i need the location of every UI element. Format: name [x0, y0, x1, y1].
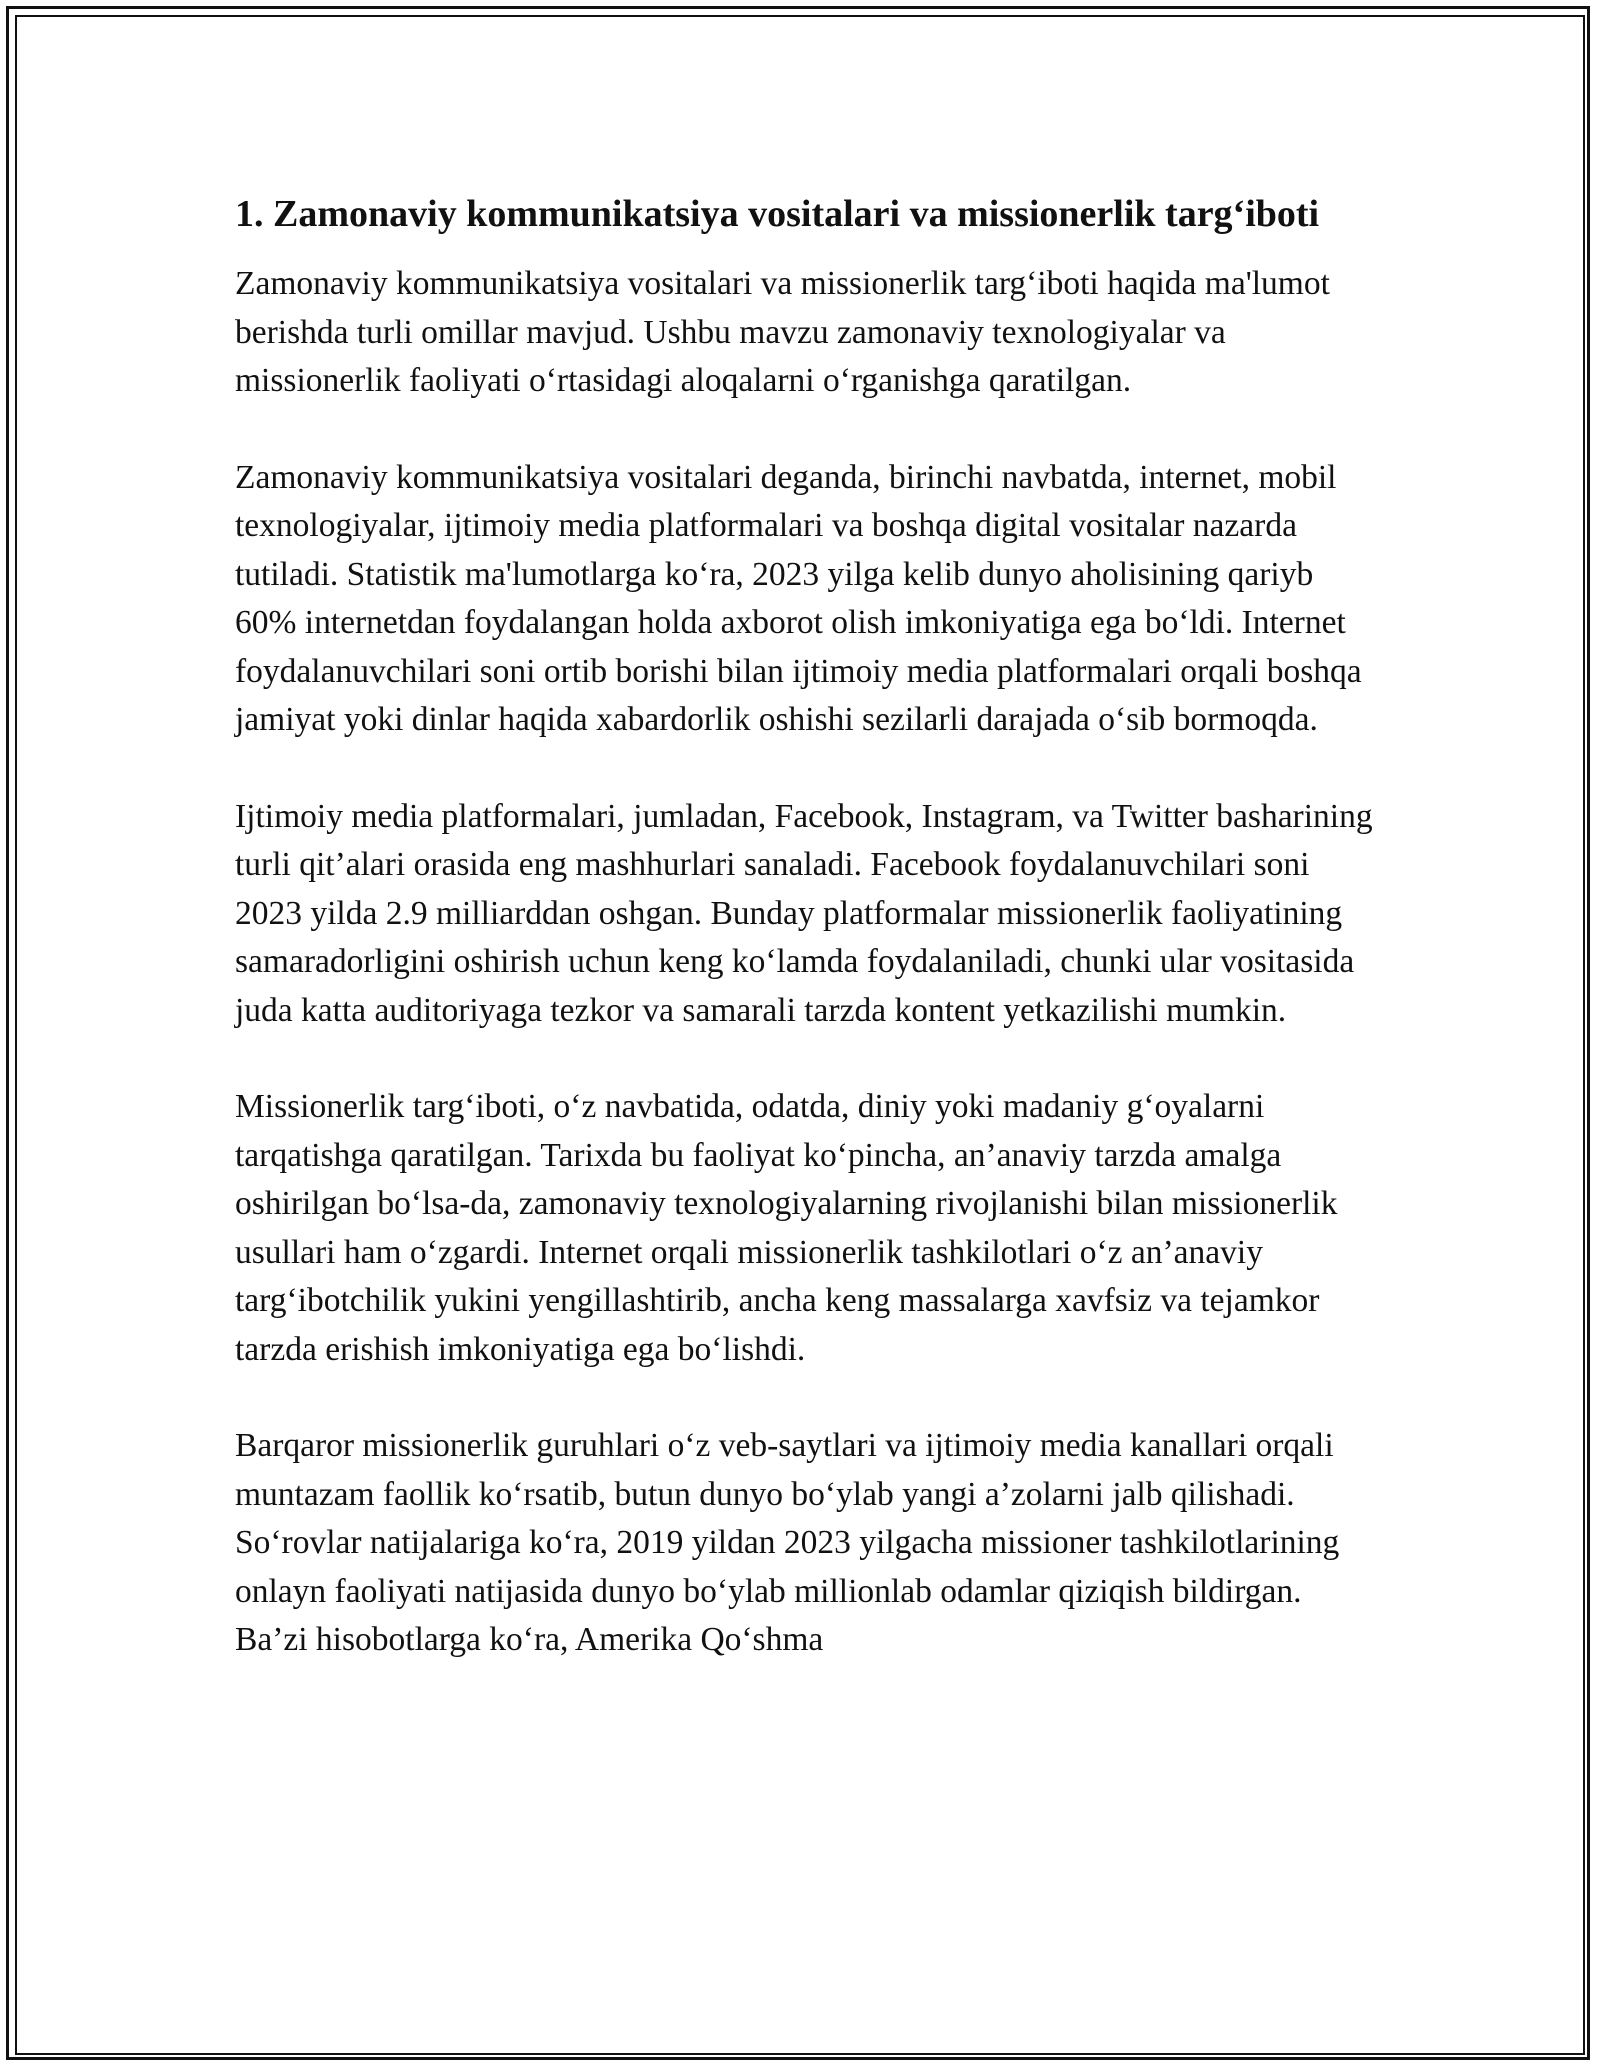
document-body [235, 186, 1375, 1713]
paragraph-intro: Zamonaviy kommunikatsiya vositalari va missionerlik targ‘iboti haqida ma'lumot berishda turli omillar mavjud. Ushbu mavzu zamonaviy texnologiyalar va missionerlik faoliyati o‘rtasidagi aloqalarni o‘rganishga qaratilgan. [235, 265, 1330, 399]
section-heading: 1. Zamonaviy kommunikatsiya vositalari va missionerlik targ‘iboti [235, 193, 1320, 235]
paragraph-communication-tools: Zamonaviy kommunikatsiya vositalari deganda, birinchi navbatda, internet, mobil texnologiyalar, ijtimoiy media platformalari va boshqa digital vositalar nazarda tutiladi. Statistik ma'lumotlarga ko‘ra, 2023 yilga kelib dunyo aholisining qariyb 60% internetdan foydalangan holda axborot olish imkoniyatiga ega bo‘ldi. Internet foydalanuvchilari soni ortib borishi bilan ijtimoiy media platformalari orqali boshqa jamiyat yoki dinlar haqida xabardorlik oshishi sezilarli darajada o‘sib bormoqda. [235, 458, 1362, 738]
paragraph-missionary-groups: Barqaror missionerlik guruhlari o‘z veb-saytlari va ijtimoiy media kanallari orqali muntazam faollik ko‘rsatib, butun dunyo bo‘ylab yangi a’zolarni jalb qilishadi. So‘rovlar natijalariga ko‘ra, 2019 yildan 2023 yilgacha missioner tashkilotlarining onlayn faoliyati natijasida dunyo bo‘ylab millionlab odamlar qiziqish bildirgan. Ba’zi hisobotlarga ko‘ra, Amerika Qo‘shma [235, 1427, 1340, 1658]
paragraph-social-media: Ijtimoiy media platformalari, jumladan, Facebook, Instagram, va Twitter basharining turli qit’alari orasida eng mashhurlari sanaladi. Facebook foydalanuvchilari soni 2023 yilda 2.9 milliarddan oshgan. Bunday platformalar missionerlik faoliyatining samaradorligini oshirish uchun keng ko‘lamda foydalaniladi, chunki ular vositasida juda katta auditoriyaga tezkor va samarali tarzda kontent yetkazilishi mumkin. [235, 797, 1373, 1029]
paragraph-missionary-propaganda: Missionerlik targ‘iboti, o‘z navbatida, odatda, diniy yoki madaniy g‘oyalarni tarqatishga qaratilgan. Tarixda bu faoliyat ko‘pincha, an’anaviy tarzda amalga oshirilgan bo‘lsa-da, zamonaviy texnologiyalarning rivojlanishi bilan missionerlik usullari ham o‘zgardi. Internet orqali missionerlik tashkilotlari o‘z an’anaviy targ‘ibotchilik yukini yengillashtirib, ancha keng massalarga xavfsiz va tejamkor tarzda erishish imkoniyatiga ega bo‘lishdi. [235, 1088, 1338, 1368]
